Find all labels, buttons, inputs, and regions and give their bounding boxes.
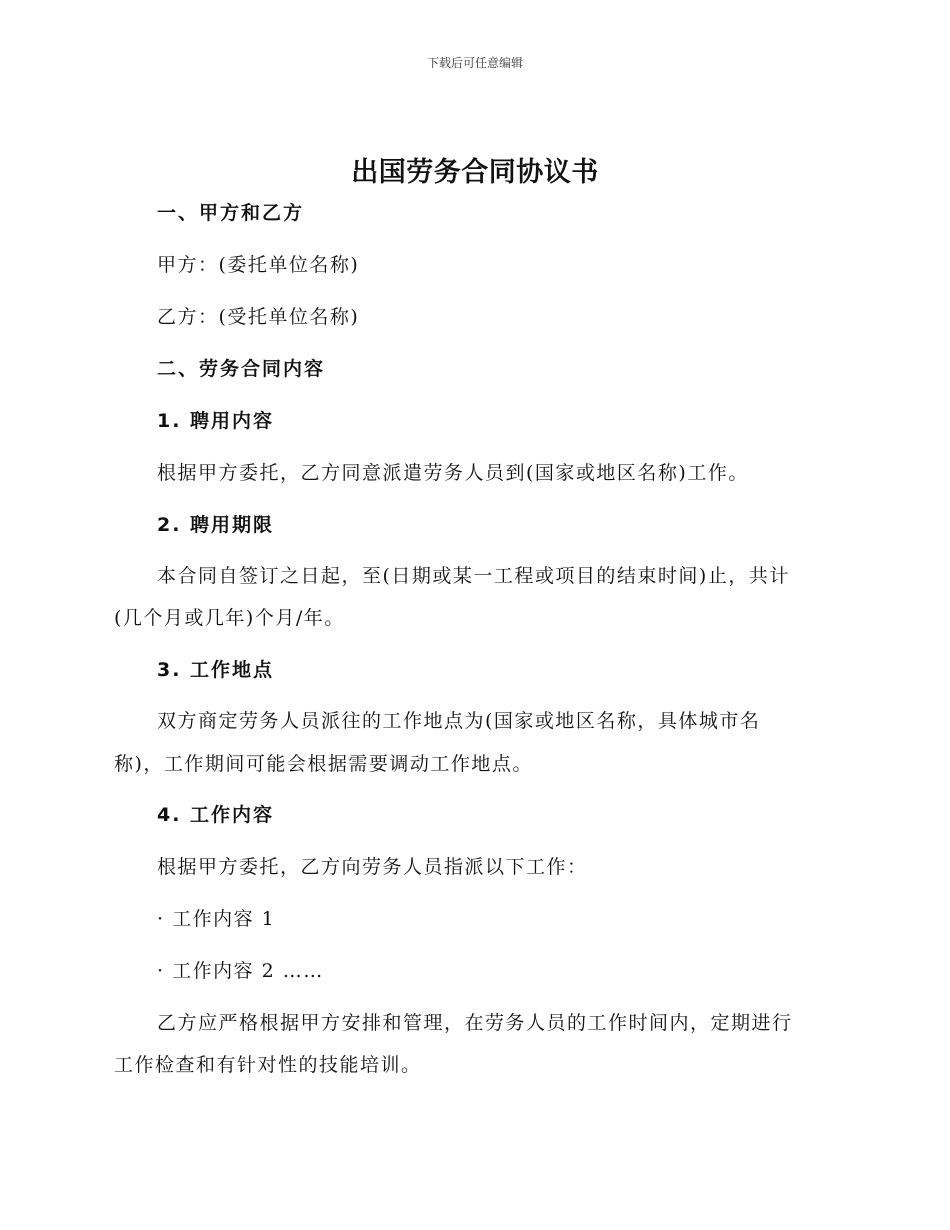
item2-text-line2: (几个月或几年)个月/年。 xyxy=(114,607,345,629)
item4-heading: 4. 工作内容 xyxy=(157,804,275,826)
item3-heading: 3. 工作地点 xyxy=(157,659,275,681)
party-b-line: 乙方：(受托单位名称) xyxy=(157,306,360,328)
item1-text: 根据甲方委托，乙方同意派遣劳务人员到(国家或地区名称)工作。 xyxy=(157,462,749,484)
item3-text-line1: 双方商定劳务人员派往的工作地点为(国家或地区名称，具体城市名 xyxy=(157,710,761,732)
item2-text-line1: 本合同自签订之日起，至(日期或某一工程或项目的结束时间)止，共计 xyxy=(157,565,790,587)
party-a-line: 甲方：(委托单位名称) xyxy=(157,254,360,276)
section2-heading: 二、劳务合同内容 xyxy=(157,358,326,380)
section1-heading: 一、甲方和乙方 xyxy=(157,202,305,224)
header-note: 下载后可任意编辑 xyxy=(426,56,523,70)
item4-intro: 根据甲方委托，乙方向劳务人员指派以下工作： xyxy=(157,856,588,878)
item3-text-line2: 称)，工作期间可能会根据需要调动工作地点。 xyxy=(114,753,533,775)
list-item: · 工作内容 1 xyxy=(157,908,276,930)
item4-closing-line1: 乙方应严格根据甲方安排和管理，在劳务人员的工作时间内，定期进行 xyxy=(157,1012,793,1034)
item1-heading: 1. 聘用内容 xyxy=(157,410,275,432)
item4-closing-line2: 工作检查和有针对性的技能培训。 xyxy=(114,1054,422,1076)
item2-heading: 2. 聘用期限 xyxy=(157,514,275,536)
list-item: · 工作内容 2 …… xyxy=(157,960,324,982)
document-title: 出国劳务合同协议书 xyxy=(351,157,599,188)
